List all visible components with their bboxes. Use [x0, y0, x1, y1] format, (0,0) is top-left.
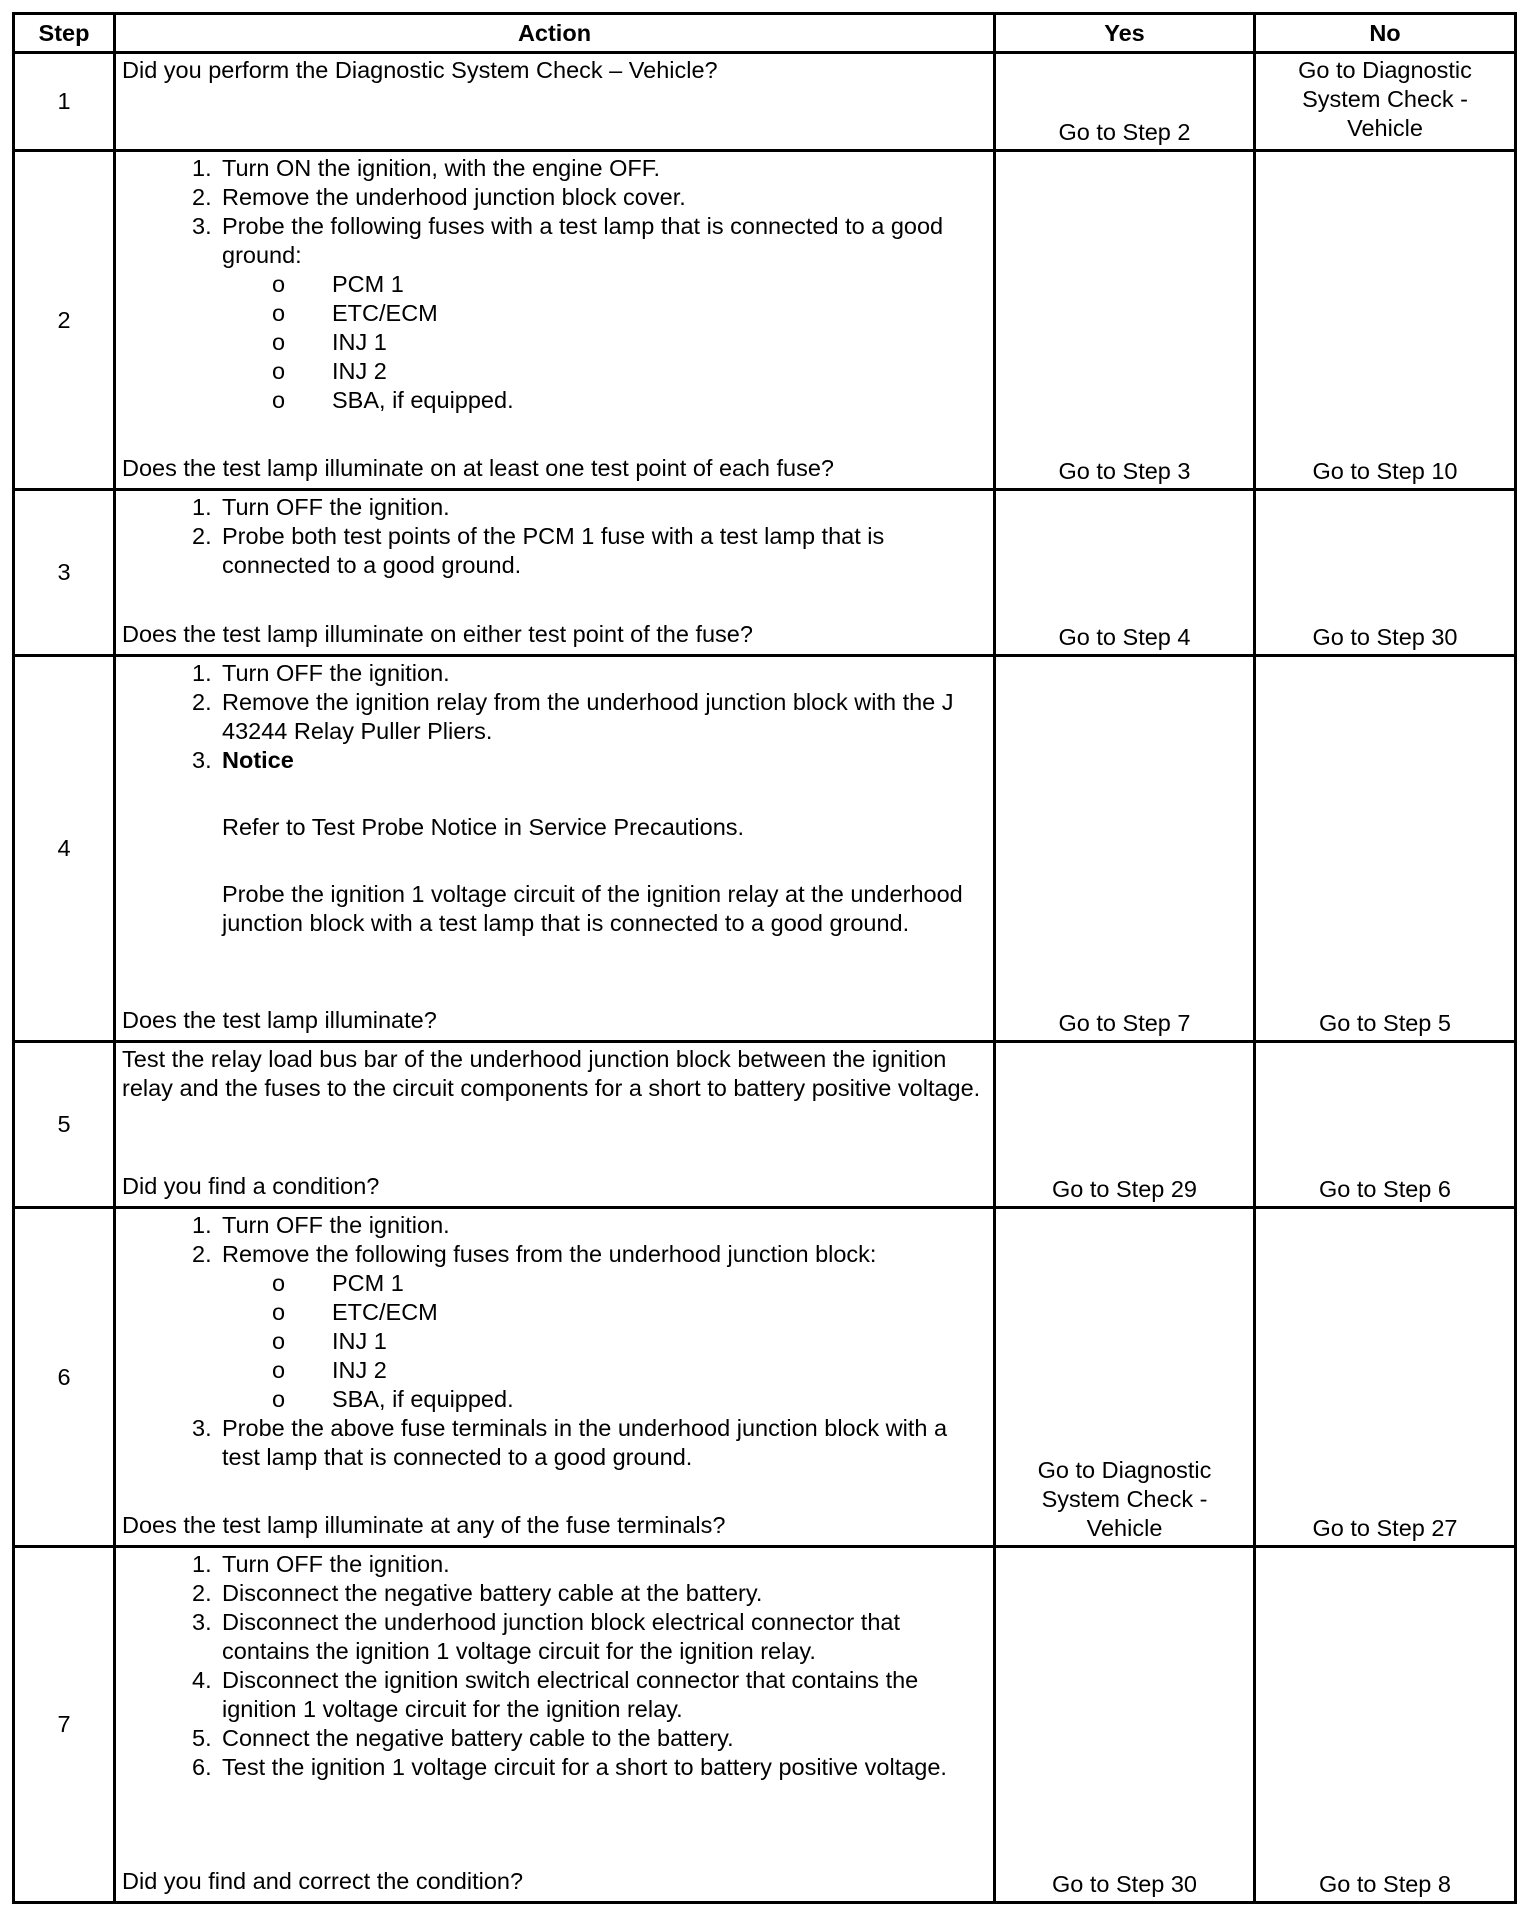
table-row [14, 53, 1516, 151]
yes-cell [995, 151, 1255, 490]
notice-text: Refer to Test Probe Notice in Service Precautions. [222, 814, 745, 840]
action-steps [122, 154, 989, 415]
question-text: Does the test lamp illuminate at any of the fuse terminals? [122, 1512, 726, 1538]
yes-link[interactable]: Go to Step 3 [1058, 458, 1191, 484]
list-item: 3. Probe the following fuses with a test lamp that is connected to a good ground: o PCM 1 o ETC/ECM o INJ 1 o INJ 2 o SBA, if equipped. [122, 212, 989, 415]
list-item: 2. Remove the underhood junction block cover. [192, 184, 686, 210]
no-cell [1255, 490, 1516, 656]
list-item: o ETC/ECM [272, 300, 438, 326]
yes-link[interactable]: Go to Step 4 [1058, 624, 1191, 650]
list-item: 6. Test the ignition 1 voltage circuit for a short to battery positive voltage. [192, 1754, 947, 1780]
no-line: Go to Diagnostic [1298, 57, 1472, 83]
list-item: 1. Turn OFF the ignition. [192, 660, 450, 686]
no-link[interactable]: Go to Step 10 [1312, 458, 1458, 484]
fuse-list [222, 270, 989, 415]
list-item: 1. Turn OFF the ignition. [192, 494, 450, 520]
list-item: 2. Remove the ignition relay from the underhood junction block with the J 43244 Relay Puller Pliers. [192, 689, 954, 744]
table-row [14, 656, 1516, 1042]
list-item: o ETC/ECM [272, 1299, 438, 1325]
question-text: Did you perform the Diagnostic System Check – Vehicle? [122, 57, 718, 83]
action-steps [122, 493, 989, 580]
no-link[interactable]: Go to Step 27 [1312, 1515, 1458, 1541]
table-row [14, 151, 1516, 490]
fuse-list [222, 1269, 989, 1414]
yes-line: System Check - [1041, 1486, 1208, 1512]
action-text: Test the relay load bus bar of the underhood junction block between the ignition relay and the fuses to the circuit components for a short to battery positive voltage. [122, 1046, 981, 1101]
list-item: 2. Disconnect the negative battery cable at the battery. [192, 1580, 763, 1606]
header-action: Action [115, 14, 995, 53]
no-cell [1255, 151, 1516, 490]
question-text: Did you find and correct the condition? [122, 1868, 524, 1894]
action-steps [122, 1550, 989, 1782]
list-item: 5. Connect the negative battery cable to the battery. [192, 1725, 734, 1751]
header-no: No [1255, 14, 1516, 53]
header-row [14, 14, 1516, 53]
no-line: Vehicle [1347, 115, 1423, 141]
diagnostic-table [12, 12, 1517, 1904]
list-item: 3. Disconnect the underhood junction block electrical connector that contains the ignition 1 voltage circuit for the ignition relay. [192, 1609, 900, 1664]
action-steps [122, 659, 989, 938]
no-cell [1255, 53, 1516, 151]
list-item: 1. Turn OFF the ignition. [192, 1212, 450, 1238]
list-item: o INJ 2 [272, 1357, 387, 1383]
yes-cell [995, 1042, 1255, 1208]
yes-link[interactable]: Go to Step 29 [1051, 1176, 1198, 1202]
list-item: o PCM 1 [272, 271, 404, 297]
action-cell [115, 490, 995, 656]
step-number: 7 [14, 1547, 115, 1903]
list-item: 1. Turn ON the ignition, with the engine OFF. [192, 155, 661, 181]
step-number: 5 [14, 1042, 115, 1208]
list-item: o SBA, if equipped. [272, 1386, 514, 1412]
action-cell [115, 656, 995, 1042]
list-item: 2. Remove the following fuses from the underhood junction block: o PCM 1 o ETC/ECM o INJ 1 o INJ 2 o SBA, if equipped. [122, 1240, 989, 1414]
list-item: 4. Disconnect the ignition switch electrical connector that contains the ignition 1 voltage circuit for the ignition relay. [192, 1667, 919, 1722]
action-steps [122, 1211, 989, 1472]
question-text: Does the test lamp illuminate? [122, 1007, 437, 1033]
question-text: Did you find a condition? [122, 1173, 380, 1199]
yes-link[interactable]: Go to Step 2 [1058, 119, 1191, 145]
list-item: o INJ 1 [272, 1328, 387, 1354]
question-text: Does the test lamp illuminate on either test point of the fuse? [122, 621, 753, 647]
table-row [14, 1547, 1516, 1903]
list-item: 1. Turn OFF the ignition. [192, 1551, 450, 1577]
header-yes: Yes [995, 14, 1255, 53]
question-text: Does the test lamp illuminate on at least one test point of each fuse? [122, 455, 834, 481]
action-cell [115, 1547, 995, 1903]
no-cell [1255, 1042, 1516, 1208]
list-item: o INJ 1 [272, 329, 387, 355]
action-cell [115, 1042, 995, 1208]
probe-text: Probe the ignition 1 voltage circuit of the ignition relay at the underhood junction block with a test lamp that is connected to a good ground. [222, 881, 963, 936]
no-cell [1255, 1547, 1516, 1903]
yes-cell [995, 53, 1255, 151]
no-link[interactable]: Go to Step 8 [1319, 1871, 1451, 1897]
yes-cell [995, 656, 1255, 1042]
no-link[interactable]: Go to Step 6 [1319, 1176, 1451, 1202]
yes-line: Vehicle [1086, 1515, 1163, 1541]
yes-cell [995, 1208, 1255, 1547]
list-item: 3. Probe the above fuse terminals in the underhood junction block with a test lamp that is connected to a good ground. [192, 1415, 948, 1470]
step-number: 2 [14, 151, 115, 490]
no-cell [1255, 1208, 1516, 1547]
list-item: 2. Probe both test points of the PCM 1 fuse with a test lamp that is connected to a good ground. [192, 523, 885, 578]
step-number: 3 [14, 490, 115, 656]
list-item: o SBA, if equipped. [272, 387, 514, 413]
step-number: 4 [14, 656, 115, 1042]
step-number: 1 [14, 53, 115, 151]
action-cell [115, 151, 995, 490]
list-item: 3. Notice Refer to Test Probe Notice in Service Precautions. Probe the ignition 1 voltage circuit of the ignition relay at the underhood junction block with a test lamp that is connected to a good ground. [122, 746, 989, 938]
action-cell [115, 53, 995, 151]
table-row [14, 1042, 1516, 1208]
yes-cell [995, 1547, 1255, 1903]
no-link[interactable] [1256, 56, 1514, 143]
yes-link[interactable] [996, 1456, 1253, 1543]
no-link[interactable]: Go to Step 5 [1319, 1010, 1451, 1036]
table-row [14, 490, 1516, 656]
yes-link[interactable]: Go to Step 30 [1051, 1871, 1198, 1897]
notice-heading: Notice [222, 747, 294, 773]
no-cell [1255, 656, 1516, 1042]
action-cell [115, 1208, 995, 1547]
yes-link[interactable]: Go to Step 7 [1058, 1010, 1191, 1036]
table-row [14, 1208, 1516, 1547]
yes-cell [995, 490, 1255, 656]
no-link[interactable]: Go to Step 30 [1312, 624, 1458, 650]
list-item: o PCM 1 [272, 1270, 404, 1296]
no-line: System Check - [1302, 86, 1468, 112]
yes-line: Go to Diagnostic [1037, 1457, 1212, 1483]
list-item: o INJ 2 [272, 358, 387, 384]
step-number: 6 [14, 1208, 115, 1547]
header-step: Step [14, 14, 115, 53]
